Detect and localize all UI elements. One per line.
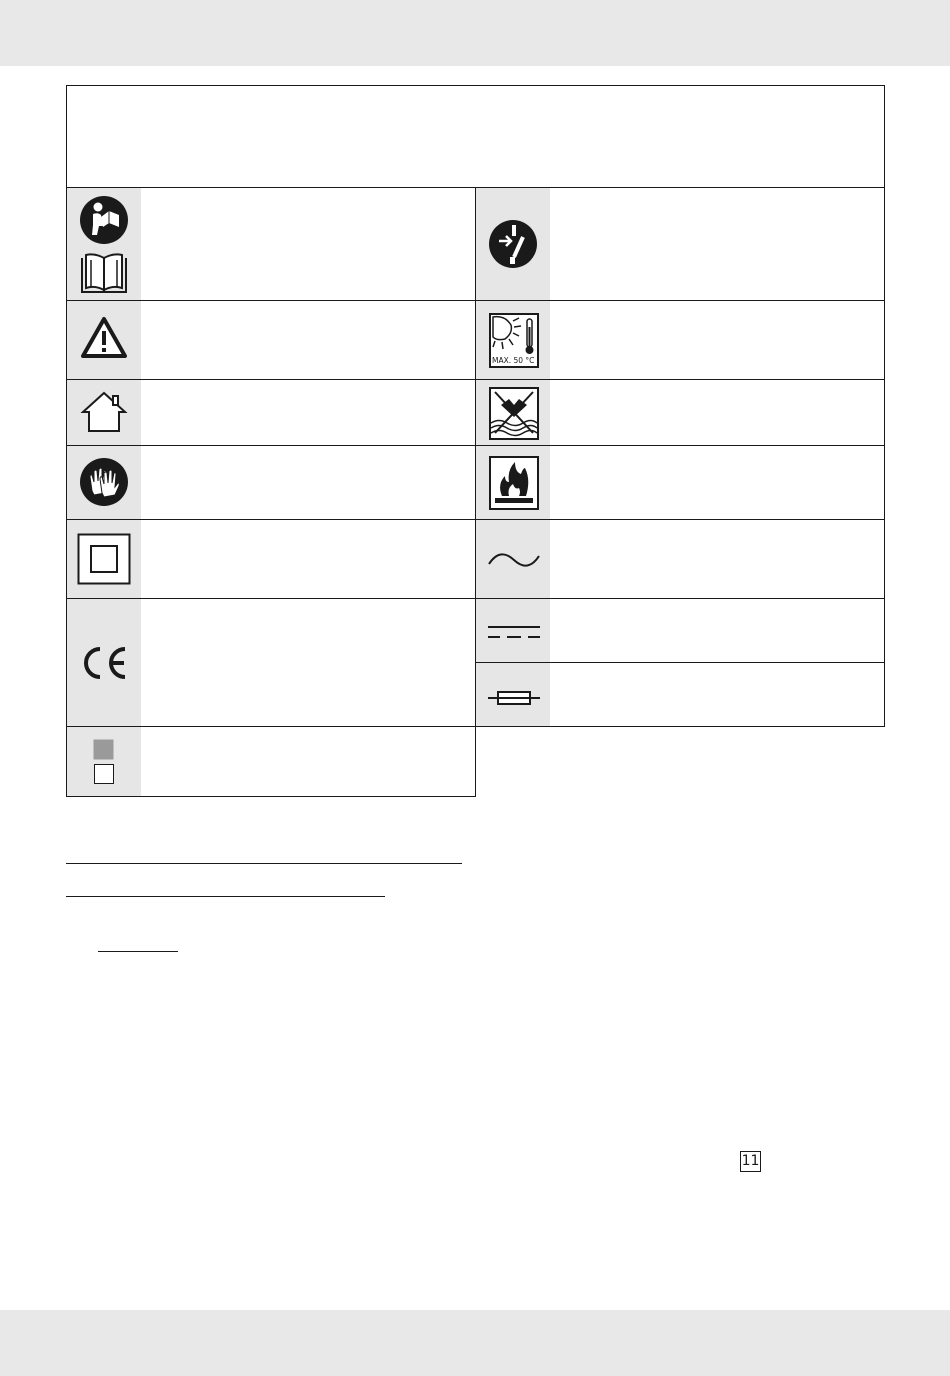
flammable-fire-icon [489, 456, 539, 510]
top-band [0, 0, 950, 66]
grey-white-squares-icon [92, 738, 116, 786]
row-divider [475, 598, 885, 599]
read-instructions-icon [79, 195, 129, 245]
fuse-icon [486, 688, 542, 708]
symbols-table-header [66, 85, 885, 188]
alternating-current-icon [486, 549, 542, 571]
house-indoor-use-icon [80, 390, 128, 434]
direct-current-icon [486, 622, 542, 642]
row-divider [475, 519, 885, 520]
disconnect-mains-plug-icon [488, 219, 538, 269]
row-divider [66, 379, 476, 380]
page-number: 11 [740, 1151, 761, 1172]
ce-mark-icon [80, 645, 128, 681]
underline-rule [98, 951, 178, 952]
protection-class-2-icon [77, 533, 131, 585]
row-divider [66, 598, 476, 599]
open-book-icon [79, 252, 129, 296]
row-divider [475, 379, 885, 380]
bottom-band [0, 1310, 950, 1376]
row-divider [66, 519, 476, 520]
row-divider [475, 445, 885, 446]
wear-gloves-icon [79, 457, 129, 507]
underline-rule [66, 896, 385, 897]
no-water-immersion-icon [489, 387, 539, 440]
row-divider [475, 662, 885, 663]
row-divider [66, 445, 476, 446]
row-divider [66, 726, 476, 727]
sun-thermometer-icon [489, 313, 539, 368]
row-divider [66, 300, 476, 301]
warning-triangle-icon [80, 316, 128, 360]
row-divider [475, 300, 885, 301]
underline-rule [66, 863, 462, 864]
sun-temp-label: MAX. 50 °C [492, 356, 535, 365]
